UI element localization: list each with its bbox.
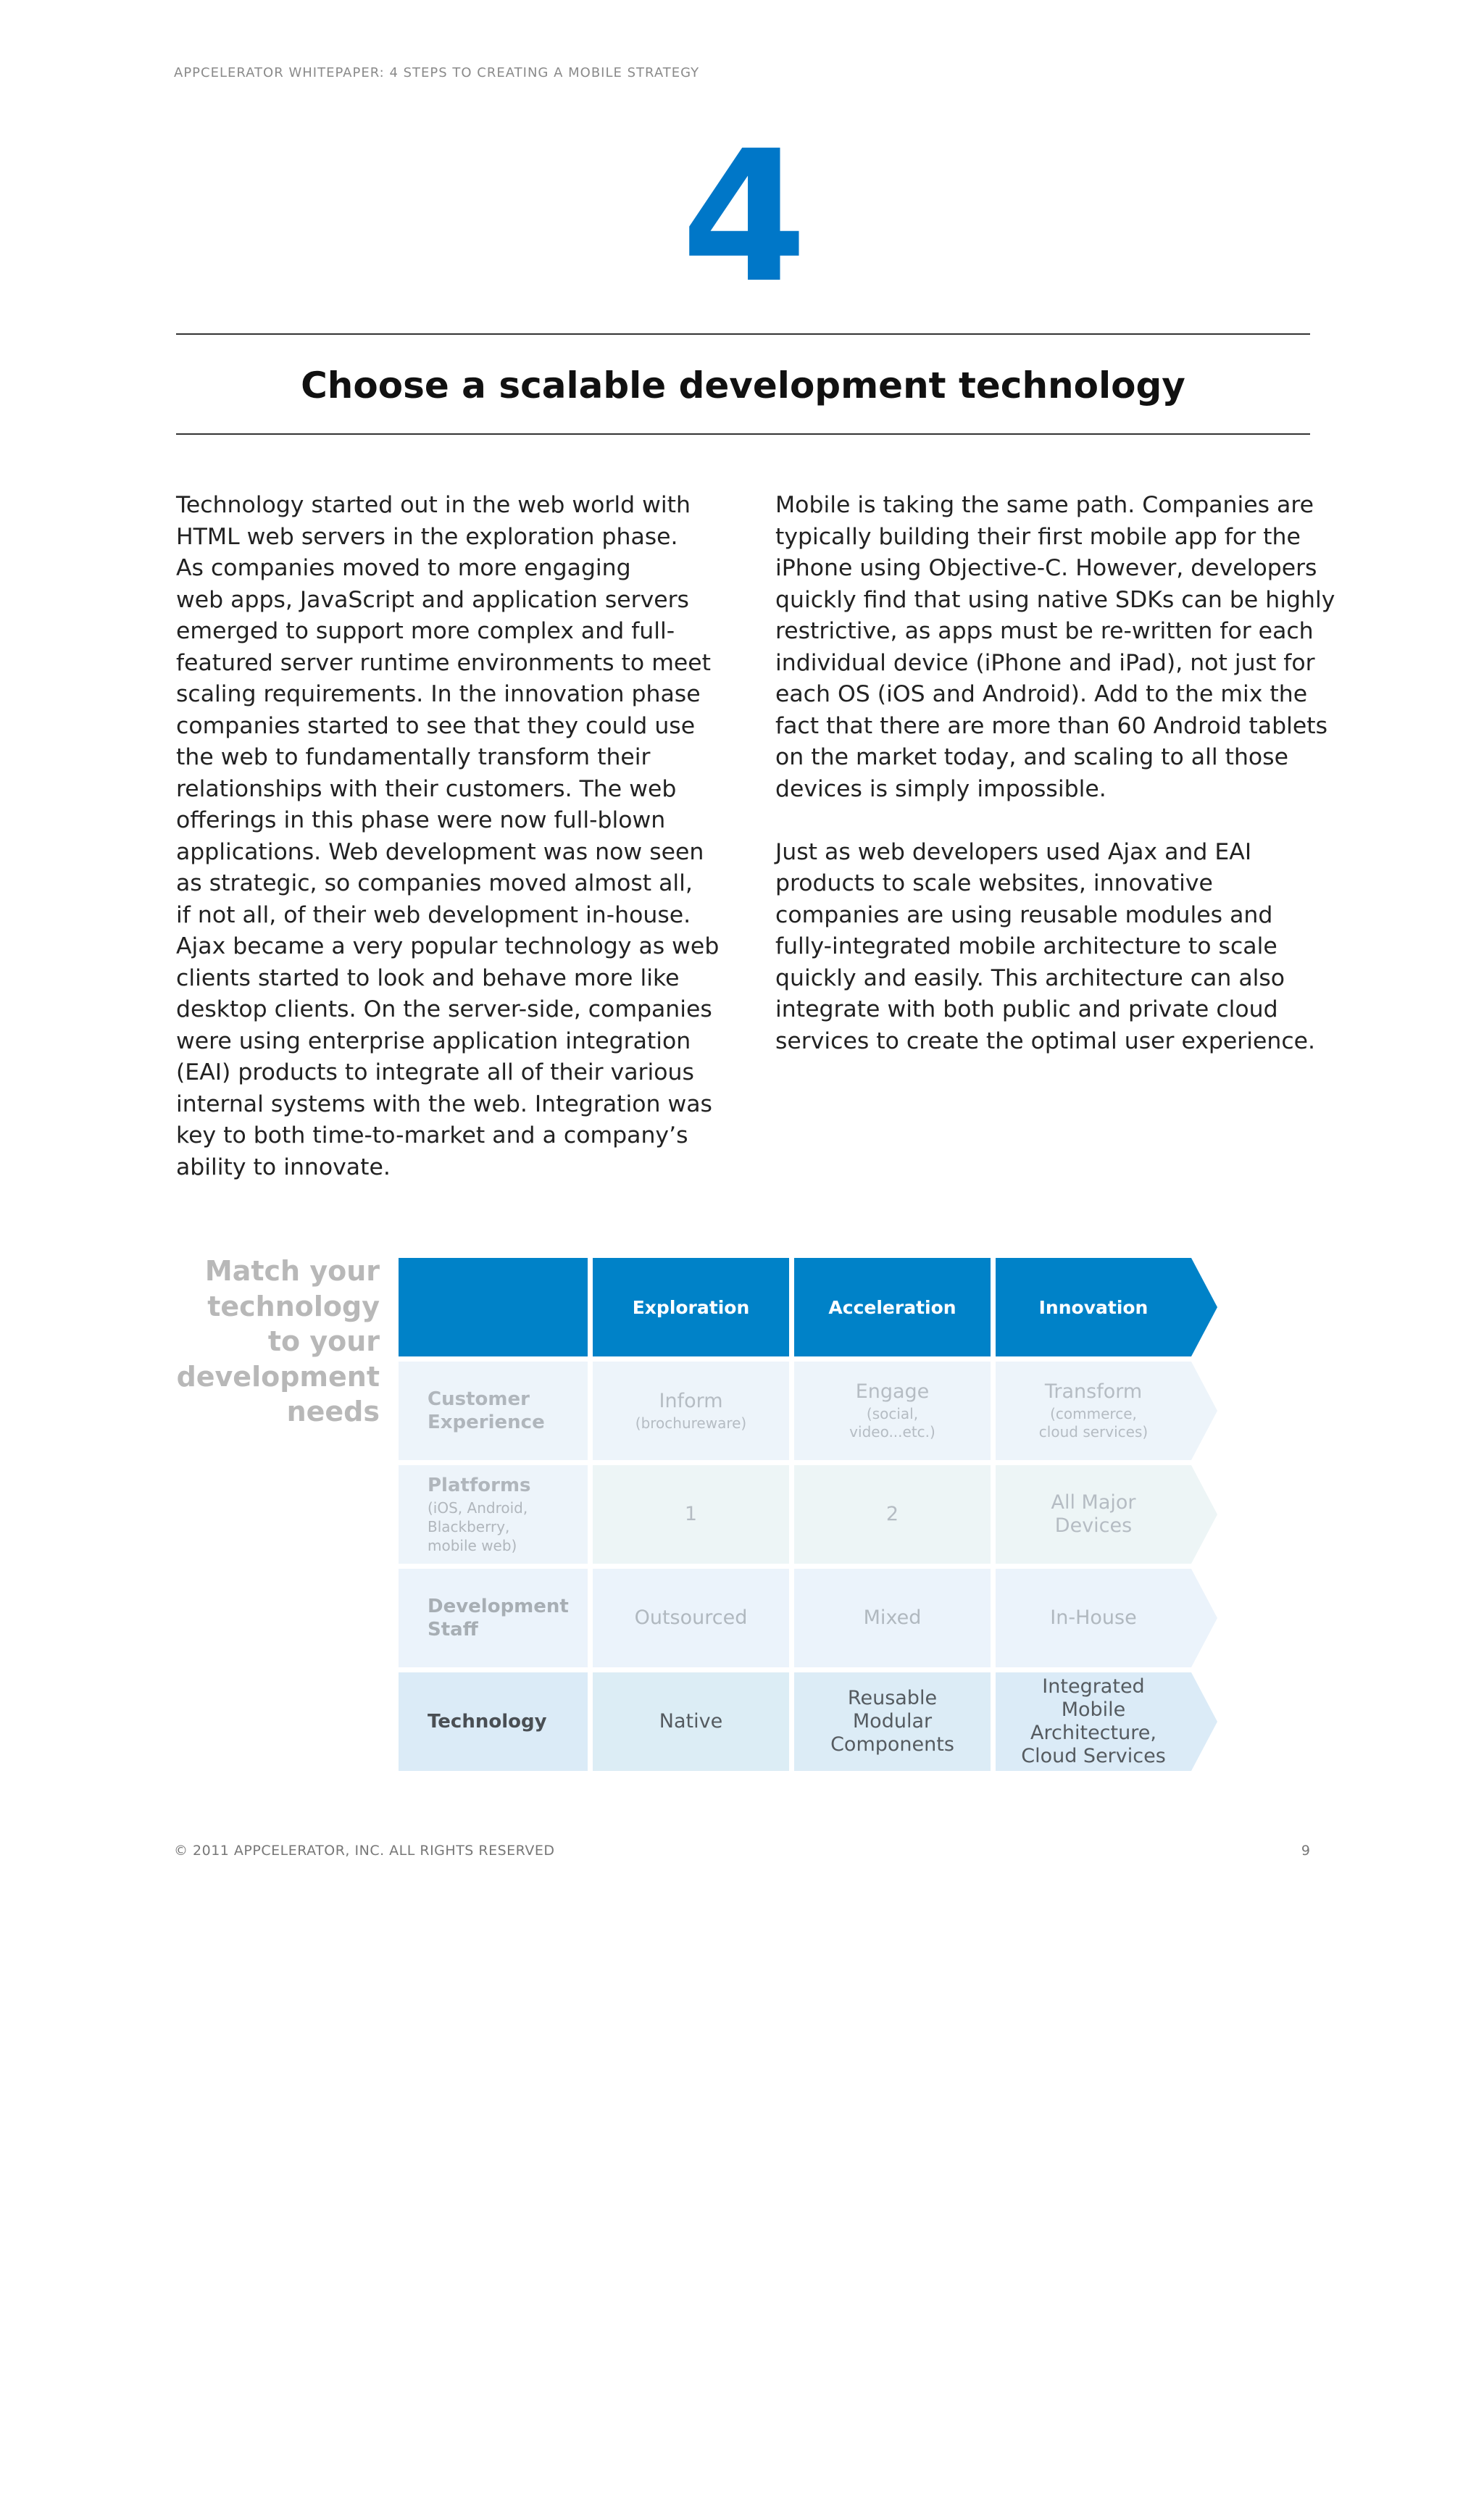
chapter-number: 4	[681, 112, 803, 322]
cell-main-text: 1	[684, 1503, 698, 1525]
cell-main-text: 2	[885, 1503, 899, 1525]
text-line: As companies moved to more engaging	[176, 555, 631, 581]
cell-sub-text: (brochureware)	[635, 1414, 747, 1432]
row-label-subtext: (iOS, Android, Blackberry, mobile web)	[428, 1499, 528, 1554]
text-line: applications. Web development was now seen	[176, 838, 704, 865]
cell-main-text: Inform	[659, 1389, 723, 1412]
row-label-text: Customer Experience	[428, 1388, 545, 1433]
body-paragraph	[176, 490, 719, 1183]
text-line: internal systems with the web. Integration was	[176, 1091, 712, 1117]
text-line: quickly and easily. This architecture can also	[775, 964, 1285, 991]
diagram-cell-development-staff-acceleration	[794, 1569, 991, 1667]
diagram-cell-platforms-innovation	[996, 1465, 1191, 1564]
text-line: development	[176, 1360, 380, 1393]
diagram-row-label-platforms	[399, 1465, 588, 1564]
text-line: clients started to look and behave more like	[176, 964, 680, 991]
text-line: restrictive, as apps must be re-written for each	[775, 618, 1314, 644]
diagram-row-label-customer-experience	[399, 1362, 588, 1460]
diagram-header-innovation: Innovation	[1038, 1296, 1149, 1318]
cell-sub-text: (social, video...etc.)	[849, 1405, 935, 1441]
text-line: (EAI) products to integrate all of their various	[176, 1059, 694, 1085]
cell-main-text: In-House	[1050, 1606, 1137, 1629]
diagram-cell-development-staff-exploration	[593, 1569, 789, 1667]
text-line: to your	[267, 1325, 380, 1357]
body-column-right	[775, 490, 1335, 1057]
text-line: offerings in this phase were now full-blown	[176, 807, 666, 833]
text-line: products to scale websites, innovative	[775, 870, 1213, 896]
text-line: key to both time-to-market and a company’s	[176, 1122, 688, 1149]
text-line: HTML web servers in the exploration phase.	[176, 523, 678, 550]
cell-main-text: Mixed	[863, 1606, 922, 1629]
text-line: as strategic, so companies moved almost all,	[176, 870, 693, 896]
text-line: iPhone using Objective-C. However, developers	[775, 555, 1317, 581]
diagram-cell-technology-acceleration	[794, 1672, 991, 1771]
footer-copyright: © 2011 APPCELERATOR, INC. ALL RIGHTS RESERVED	[174, 1843, 555, 1859]
diagram-row-label-development-staff	[399, 1569, 588, 1667]
text-line: fact that there are more than 60 Android tablets	[775, 712, 1327, 739]
text-line: featured server runtime environments to meet	[176, 649, 711, 676]
text-line: the web to fundamentally transform their	[176, 744, 651, 770]
text-line: typically building their first mobile app for the	[775, 523, 1301, 550]
cell-main-text: Native	[659, 1710, 723, 1733]
diagram-cell-platforms-exploration	[593, 1465, 789, 1564]
row-label-text: Technology	[428, 1711, 547, 1733]
diagram-cell-technology-exploration	[593, 1672, 789, 1771]
diagram-row-label-technology	[399, 1672, 588, 1771]
text-line: emerged to support more complex and full-	[176, 618, 675, 644]
text-line: integrate with both public and private cloud	[775, 996, 1278, 1022]
cell-main-text: Integrated Mobile Architecture, Cloud Services	[1021, 1675, 1166, 1767]
text-line: scaling requirements. In the innovation phase	[176, 681, 701, 707]
diagram-cell-customer-experience-acceleration	[794, 1362, 991, 1460]
text-line: each OS (iOS and Android). Add to the mix the	[775, 681, 1308, 707]
cell-main-text: Transform	[1044, 1380, 1143, 1403]
text-line: if not all, of their web development in-house.	[176, 901, 691, 928]
text-line: web apps, JavaScript and application servers	[176, 586, 689, 613]
diagram-cell-platforms-acceleration	[794, 1465, 991, 1564]
text-line: Match your	[204, 1255, 380, 1287]
diagram-cell-development-staff-innovation	[996, 1569, 1191, 1667]
diagram-header-exploration: Exploration	[593, 1258, 789, 1356]
diagram-caption	[145, 1254, 380, 1430]
cell-sub-text: (commerce, cloud services)	[1038, 1405, 1149, 1441]
row-label-text: Platforms	[428, 1475, 531, 1496]
body-column-left	[176, 490, 719, 1183]
text-line: fully-integrated mobile architecture to scale	[775, 933, 1277, 959]
text-line: Technology started out in the web world with	[176, 492, 691, 518]
running-header: APPCELERATOR WHITEPAPER: 4 STEPS TO CREATING A MOBILE STRATEGY	[174, 65, 700, 80]
title-rule-bottom	[176, 433, 1310, 435]
diagram-cell-customer-experience-innovation	[996, 1362, 1191, 1460]
text-line: technology	[207, 1290, 380, 1322]
diagram-header-blank	[399, 1258, 588, 1356]
text-line: on the market today, and scaling to all those	[775, 744, 1288, 770]
text-line: needs	[286, 1396, 380, 1427]
diagram-cell-technology-innovation	[996, 1672, 1191, 1771]
text-line: devices is simply impossible.	[775, 775, 1106, 802]
cell-main-text: All Major Devices	[1051, 1491, 1136, 1537]
cell-main-text: Outsourced	[634, 1606, 748, 1629]
cell-main-text: Reusable Modular Components	[830, 1687, 954, 1756]
row-label-text: Development Staff	[428, 1596, 569, 1641]
body-paragraph	[775, 837, 1335, 1058]
text-line: Mobile is taking the same path. Companies are	[775, 492, 1314, 518]
text-line: services to create the optimal user experience.	[775, 1027, 1316, 1054]
text-line: quickly find that using native SDKs can be highly	[775, 586, 1335, 613]
text-line: Just as web developers used Ajax and EAI	[775, 838, 1252, 865]
text-line: companies are using reusable modules and	[775, 901, 1273, 928]
section-title: Choose a scalable development technology	[301, 364, 1185, 407]
body-paragraph	[775, 490, 1335, 805]
text-line: relationships with their customers. The web	[176, 775, 677, 802]
text-line: Ajax became a very popular technology as web	[176, 933, 720, 959]
diagram-header-acceleration: Acceleration	[794, 1258, 991, 1356]
text-line: ability to innovate.	[176, 1154, 391, 1180]
text-line: desktop clients. On the server-side, companies	[176, 996, 712, 1022]
page-number: 9	[1301, 1843, 1310, 1859]
cell-main-text: Engage	[855, 1380, 930, 1403]
diagram-cell-customer-experience-exploration	[593, 1362, 789, 1460]
text-line: individual device (iPhone and iPad), not just for	[775, 649, 1315, 676]
text-line: were using enterprise application integration	[176, 1027, 691, 1054]
title-rule-top	[176, 333, 1310, 335]
text-line: companies started to see that they could use	[176, 712, 696, 739]
